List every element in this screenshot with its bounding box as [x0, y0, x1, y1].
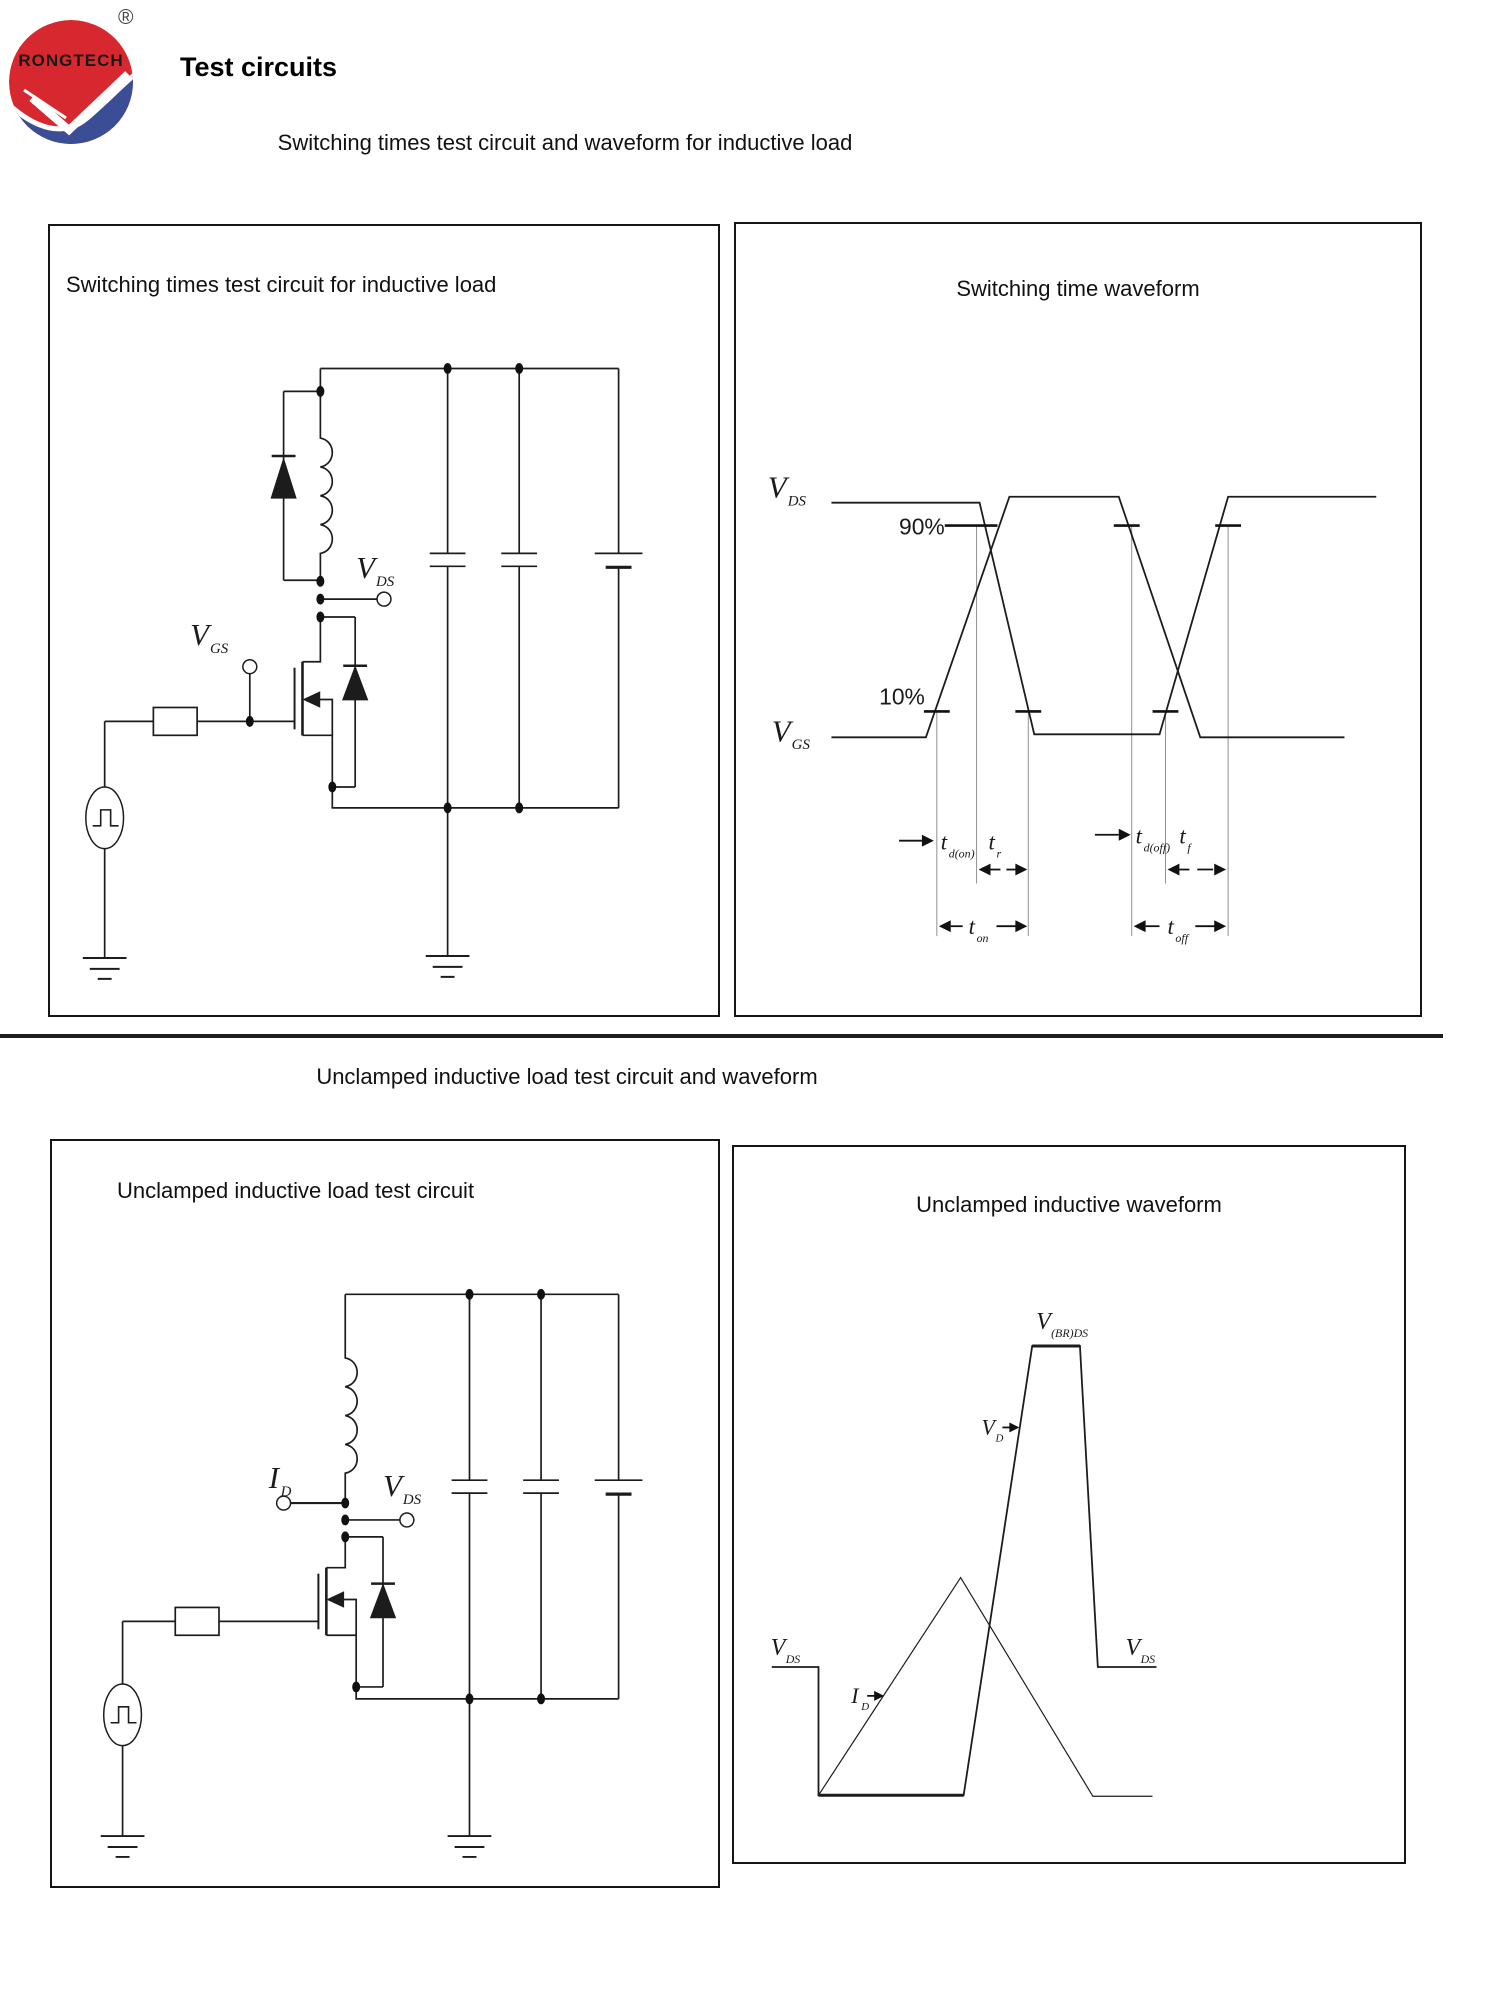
vds-left-label: [771, 1635, 801, 1666]
mosfet-symbol: [219, 1537, 356, 1687]
svg-text:V: V: [356, 551, 375, 586]
tr-label: [989, 830, 1002, 861]
node-dots: [341, 1289, 545, 1705]
svg-text:t: t: [968, 914, 975, 940]
svg-text:DS: DS: [785, 1652, 801, 1667]
id-trace: [818, 1578, 1152, 1797]
svg-text:D: D: [995, 1432, 1004, 1445]
supply-battery: [595, 1294, 643, 1699]
svg-text:d(off): d(off): [1143, 840, 1171, 855]
svg-text:(BR)DS: (BR)DS: [1051, 1325, 1089, 1340]
svg-text:V: V: [767, 470, 787, 505]
vd-label: [982, 1415, 1020, 1444]
vgs-terminal: [243, 660, 257, 722]
svg-text:f: f: [1187, 840, 1191, 855]
ground-symbol-left: [101, 1836, 145, 1857]
unclamped-waveform-diagram: [734, 1147, 1404, 1862]
vgs-label: [190, 618, 229, 657]
switching-waveform-diagram: [736, 224, 1420, 1015]
svg-text:DS: DS: [376, 574, 395, 591]
svg-text:t: t: [1179, 823, 1186, 849]
panel-title-switching-waveform: Switching time waveform: [956, 276, 1200, 301]
vgs-waveform-label: [772, 714, 811, 753]
ground-symbol-right: [426, 956, 470, 977]
id-label: [268, 1461, 292, 1500]
svg-text:GS: GS: [210, 640, 229, 657]
svg-text:t: t: [1135, 823, 1143, 849]
section-divider: [0, 1034, 1443, 1038]
svg-text:V: V: [770, 1635, 786, 1662]
vds-right-label: [1126, 1635, 1156, 1666]
subtitle-bottom: Unclamped inductive load test circuit and waveform: [316, 1064, 818, 1089]
ground-symbol-right: [448, 1836, 492, 1857]
vbrds-label: [1036, 1309, 1088, 1340]
svg-text:r: r: [996, 846, 1002, 861]
panel-title-switching-circuit: Switching times test circuit for inductive load: [66, 272, 497, 297]
bottom-rail: [332, 787, 618, 808]
ten-percent-label: 10%: [879, 683, 925, 710]
panel-unclamped-test-circuit: [50, 1139, 720, 1888]
page-title: Test circuits: [180, 52, 338, 82]
unclamped-test-circuit-diagram: [52, 1141, 718, 1886]
load-inductor: [320, 391, 332, 581]
pulse-generator: [104, 1621, 142, 1836]
bottom-rail: [356, 1687, 618, 1699]
filter-capacitor-2: [501, 369, 537, 808]
switching-test-circuit-diagram: [50, 226, 718, 1015]
svg-text:GS: GS: [791, 737, 810, 754]
gate-resistor: [105, 707, 197, 735]
svg-text:t: t: [988, 829, 995, 855]
panel-title-unclamped-circuit: Unclamped inductive load test circuit: [117, 1178, 475, 1203]
ton-label: [969, 914, 989, 945]
svg-text:V: V: [383, 1469, 402, 1504]
panel-title-unclamped-waveform: Unclamped inductive waveform: [916, 1192, 1222, 1217]
svg-text:V: V: [771, 714, 791, 749]
svg-text:off: off: [1175, 931, 1189, 946]
svg-text:t: t: [1167, 914, 1174, 940]
svg-text:V: V: [981, 1415, 995, 1440]
svg-text:I: I: [268, 1461, 279, 1496]
subtitle-top: Switching times test circuit and waveform for inductive load: [277, 130, 853, 155]
tf-label: [1179, 824, 1192, 855]
filter-capacitor-2: [523, 1294, 559, 1699]
svg-text:on: on: [976, 931, 989, 946]
svg-text:V: V: [190, 617, 209, 652]
panel-switching-test-circuit: [48, 224, 720, 1017]
vds-waveform-label: [768, 471, 807, 510]
panel-unclamped-waveform: [732, 1145, 1406, 1864]
svg-text:I: I: [851, 1683, 859, 1708]
body-diode: [345, 1537, 395, 1687]
vds-trace: [772, 1346, 1157, 1795]
registered-trademark-icon: ®: [118, 6, 134, 29]
logo-brand-text: RONGTECH: [18, 51, 124, 70]
supply-battery: [595, 369, 643, 808]
td-off-label: [1136, 824, 1170, 855]
freewheel-diode: [272, 391, 321, 580]
vds-terminal: [320, 592, 391, 606]
id-ramp-label: [850, 1684, 884, 1713]
pulse-generator: [86, 721, 124, 958]
load-inductor: [345, 1294, 357, 1503]
ninety-percent-label: 90%: [899, 513, 945, 540]
panel-switching-waveform: [734, 222, 1422, 1017]
gate-resistor: [123, 1607, 219, 1635]
toff-label: [1167, 914, 1189, 945]
vds-terminal: [345, 1513, 414, 1527]
svg-text:DS: DS: [787, 493, 806, 510]
svg-text:V: V: [1036, 1309, 1051, 1336]
svg-text:d(on): d(on): [948, 846, 975, 861]
svg-text:DS: DS: [1140, 1652, 1156, 1667]
svg-text:V: V: [1125, 1635, 1141, 1662]
vds-label: [383, 1469, 422, 1508]
svg-text:D: D: [280, 1484, 292, 1501]
td-on-label: [941, 830, 975, 861]
vds-label: [356, 551, 395, 590]
filter-capacitor-1: [430, 369, 466, 808]
filter-capacitor-1: [452, 1294, 488, 1699]
ground-symbol-left: [83, 958, 127, 979]
body-diode: [320, 617, 367, 787]
svg-text:t: t: [940, 829, 948, 855]
svg-text:DS: DS: [402, 1492, 422, 1509]
svg-text:D: D: [861, 1700, 870, 1713]
